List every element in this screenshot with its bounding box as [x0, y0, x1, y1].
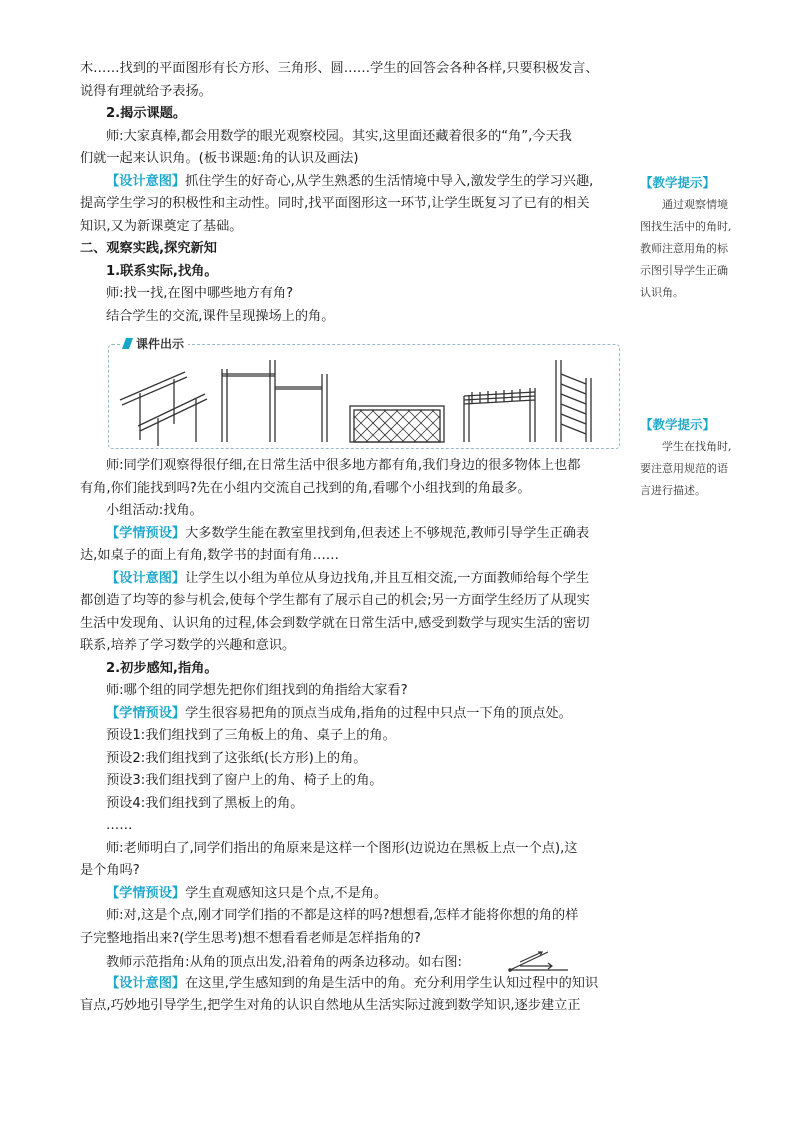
student-preset-line: 【学情预设】学生很容易把角的顶点当成角,指角的过程中只点一下角的顶点处。	[106, 705, 572, 721]
ellipsis-line: ……	[106, 818, 133, 833]
paragraph-line: 小组活动:找角。	[106, 503, 203, 518]
preset-item: 预设1:我们组找到了三角板上的角、桌子上的角。	[106, 728, 396, 743]
climbing-ladder-icon	[556, 360, 591, 442]
teaching-tip-line: 认识角。	[640, 286, 684, 299]
paragraph-line: 子完整地指出来?(学生思考)想不想看看老师是怎样指角的?	[80, 930, 421, 946]
teaching-tip-box	[640, 414, 772, 502]
design-intent-line: 【设计意图】抓住学生的好奇心,从学生熟悉的生活情境中导入,激发学生的学习兴趣,	[106, 173, 594, 189]
playground-equipment-illustration	[110, 354, 618, 446]
parallel-bars-icon	[120, 372, 207, 446]
paragraph-line: 都创造了均等的参与机会,使每个学生都有了展示自己的机会;另一方面学生经历了从现实	[80, 593, 590, 608]
student-preset-tag: 【学情预设】	[106, 705, 186, 721]
paragraph-line: 有角,你们能找到吗?先在小组内交流自己找到的角,看哪个小组找到的角最多。	[80, 480, 531, 496]
student-preset-line: 【学情预设】学生直观感知这只是个点,不是角。	[106, 885, 388, 901]
teaching-tip-line: 示图引导学生正确	[640, 264, 728, 277]
paragraph-line: 说得有理就给予表扬。	[80, 83, 212, 99]
student-preset-line: 【学情预设】大多数学生能在教室里找到角,但表述上不够规范,教师引导学生正确表	[106, 525, 590, 541]
design-intent-line: 【设计意图】让学生以小组为单位从身边找角,并且互相交流,一方面教师给每个学生	[106, 570, 590, 586]
paragraph-line: 结合学生的交流,课件呈现操场上的角。	[106, 308, 335, 324]
preset-item: 预设3:我们组找到了窗户上的角、椅子上的角。	[106, 773, 383, 788]
section-heading: 2.揭示课题。	[106, 106, 187, 121]
teaching-tip-line: 通过观察情境	[662, 198, 728, 211]
design-intent-tag: 【设计意图】	[106, 173, 186, 189]
design-intent-tag: 【设计意图】	[106, 975, 186, 991]
goal-net-icon	[350, 406, 444, 442]
paragraph-line: 师:找一找,在图中哪些地方有角?	[106, 286, 294, 301]
courseware-figure	[108, 336, 620, 449]
student-preset-tag: 【学情预设】	[106, 525, 186, 541]
paragraph-line: 师:哪个组的同学想先把你们组找到的角指给大家看?	[106, 683, 408, 698]
chapter-heading: 二、观察实践,探究新知	[80, 241, 217, 256]
teaching-tip-box	[640, 172, 772, 304]
courseware-title: 课件出示	[120, 336, 188, 352]
teaching-tip-title: 【教学提示】	[640, 417, 716, 432]
monkey-bars-icon	[464, 388, 535, 442]
paragraph-line: 教师示范指角:从角的顶点出发,沿着角的两条边移动。如右图:	[80, 950, 626, 973]
paragraph-line: 师:大家真棒,都会用数学的眼光观察校园。其实,这里面还藏着很多的“角”,今天我	[106, 128, 572, 144]
teaching-tip-line: 要注意用规范的语	[640, 462, 728, 475]
paragraph-line: 们就一起来认识角。(板书课题:角的认识及画法)	[80, 151, 359, 166]
student-preset-tag: 【学情预设】	[106, 885, 186, 901]
teaching-tip-line: 言进行描述。	[640, 484, 706, 497]
preset-item: 预设4:我们组找到了黑板上的角。	[106, 795, 304, 811]
paragraph-line: 达,如桌子的面上有角,数学书的封面有角……	[80, 548, 339, 563]
horizontal-bars-icon	[222, 360, 327, 442]
section-heading: 1.联系实际,找角。	[106, 263, 218, 279]
lesson-body	[80, 58, 626, 1018]
preset-item: 预设2:我们组找到了这张纸(长方形)上的角。	[106, 750, 367, 766]
paragraph-line: 生活中发现角、认识角的过程,体会到数学就在日常生活中,感受到数学与现实生活的密切	[80, 615, 590, 631]
paragraph-line: 提高学生学习的积极性和主动性。同时,找平面图形这一环节,让学生既复习了已有的相关	[80, 196, 590, 211]
teaching-tip-line: 图找生活中的角时,	[640, 220, 732, 233]
teaching-tip-line: 教师注意用角的标	[640, 242, 728, 255]
paragraph-line: 师:同学们观察得很仔细,在日常生活中很多地方都有角,我们身边的很多物体上也都	[106, 458, 581, 473]
section-heading: 2.初步感知,指角。	[106, 660, 218, 676]
paragraph-line: 联系,培养了学习数学的兴趣和意识。	[80, 638, 296, 653]
paragraph-line: 师:老师明白了,同学们指出的角原来是这样一个图形(边说边在黑板上点一个点),这	[106, 840, 578, 856]
paragraph-line: 木……找到的平面图形有长方形、三角形、圆……学生的回答会各种各样,只要积极发言、	[80, 61, 599, 76]
design-intent-tag: 【设计意图】	[106, 570, 186, 586]
design-intent-line: 【设计意图】在这里,学生感知到的角是生活中的角。充分利用学生认知过程中的知识	[106, 975, 599, 991]
teaching-tip-title: 【教学提示】	[640, 175, 716, 190]
paragraph-line: 师:对,这是个点,刚才同学们指的不都是这样的吗?想想看,怎样才能将你想的角的样	[106, 908, 579, 923]
paragraph-line: 盲点,巧妙地引导学生,把学生对角的认识自然地从生活实际过渡到数学知识,逐步建立正	[80, 998, 581, 1013]
paragraph-line: 知识,又为新课奠定了基础。	[80, 218, 243, 234]
angle-diagram-icon	[506, 950, 572, 973]
teaching-tip-line: 学生在找角时,	[662, 440, 732, 453]
paragraph-line: 是个角吗?	[80, 863, 140, 878]
